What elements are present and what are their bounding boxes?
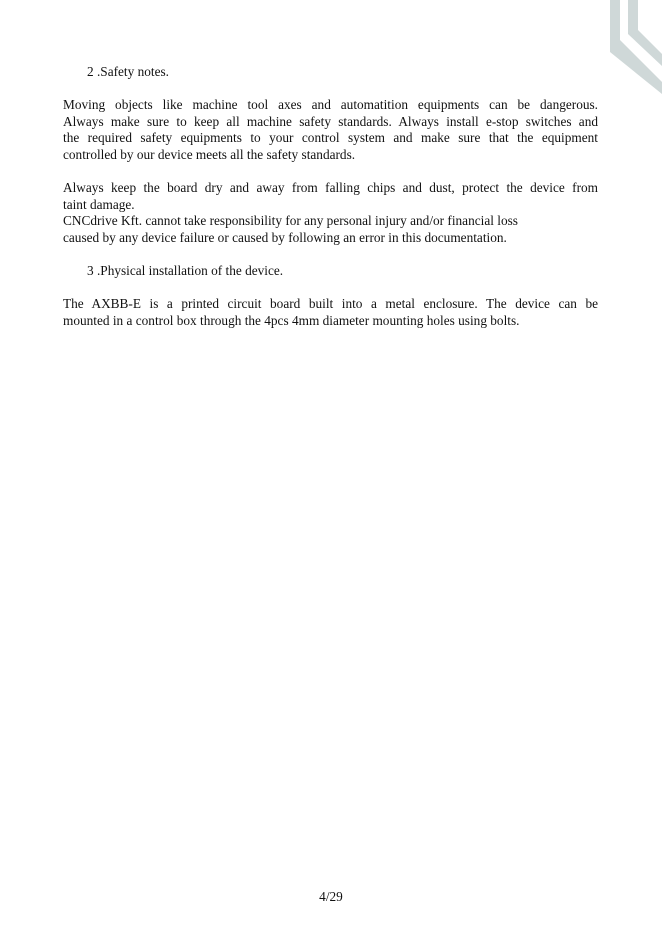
text-line: CNCdrive Kft. cannot take responsibility for any personal injury and/or financial loss	[63, 213, 518, 229]
text-line: The AXBB-E is a printed circuit board built into a metal enclosure. The device can be	[63, 296, 598, 311]
text-line: Always keep the board dry and away from falling chips and dust, protect the device from	[63, 180, 598, 195]
paragraph-enclosure	[63, 296, 598, 329]
text-line: the required safety equipments to your control system and make sure that the equipment	[63, 130, 598, 146]
paragraph-safety-warning	[63, 97, 598, 163]
text-line: caused by any device failure or caused by following an error in this documentation.	[63, 229, 507, 245]
text-line: mounted in a control box through the 4pcs 4mm diameter mounting holes using bolts.	[63, 312, 520, 328]
text-line: Moving objects like machine tool axes and automatition equipments can be dangerous.	[63, 97, 598, 112]
text-line: controlled by our device meets all the safety standards.	[63, 146, 356, 162]
section-heading-physical-installation: 3 .Physical installation of the device.	[87, 263, 284, 278]
text-line: Always make sure to keep all machine safety standards. Always install e-stop switches and	[63, 113, 598, 129]
text-line: taint damage.	[63, 196, 135, 212]
corner-logo-icon	[610, 0, 662, 94]
section-heading-safety-notes: 2 .Safety notes.	[87, 64, 169, 79]
paragraph-board-care	[63, 180, 598, 246]
page-number: 4/29	[319, 889, 343, 904]
